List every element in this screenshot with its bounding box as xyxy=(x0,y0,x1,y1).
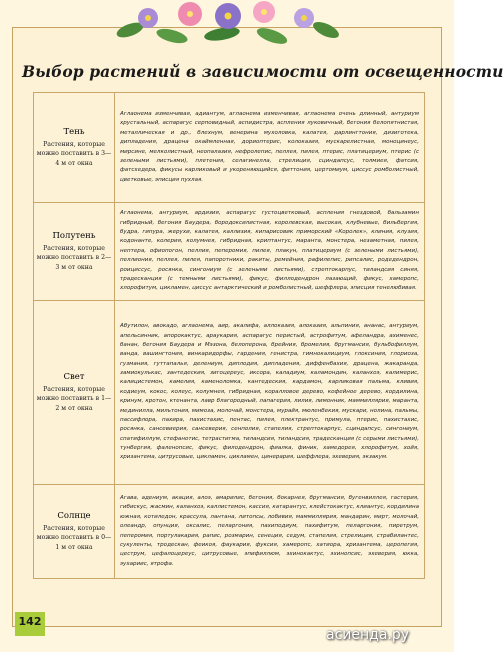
plants-list: Абутилон, авокадо, аглаонема, аир, акалифа, аллоказия, алоказия, альпиния, ананас, антуриум, апельсинник, апорокактус, араукария, аспарагус перистый, астрофитум, афеландра, ахименес, банан, бегония Баудера и Мэзона, белоперона, брейния, бромелия, бругмансия, бульбофиллум, ванда, вашингтония, винкаридорфы, гардения, генистра, гимнокалициум, глоксиния, глориоза, гузмания, гуттапалья, делениум, диплодия, дипладения, диффенбахия, драцена, жакаранда, замиокулькас, зантедеския, зигоцереус, иксора, каладиум, каламондин, каланхоэ, калимерис, калицистемон, камелия, каменоломка, кантедеския, кардамон, карликовая пальма, кливия, кодиеум, кокос, колеус, колумнея, гибридная, коралловое дерево, кофейное дерево, кордилина, кринум, кротон, ктенанта, лавр благородный, лапагерия, лилия, лимонник, маммиллярия, маранта, мединилла, мильтония, мимоза, молочай, монстера, мурайя, мюленбекия, мускари, нолина, пальмы, пассифлора, пахира, пахистахис, пентас, пилея, плектрантус, примула, птерис, пахистахис, росянка, сансевиерия, сансеверия, сенполия, стапелия, стрептокарпус, сциндапсус, сингониум, спатифиллум, стефанотис, тетрастигма, тиландсия, тиландсия, традесканция (с серыми листьями), тунбергия, фаленопсис, фикус, филодендрон, фиалка, финик, хамедорея, хлорофитум, хойя, хризантема, цитрусовые, цикламен, цикламен, цинерария, шеффлера, эхеверия, экзакум. xyxy=(115,301,425,485)
category-cell xyxy=(34,301,115,485)
flower-decoration-icon xyxy=(112,0,344,48)
table-row xyxy=(34,301,425,485)
category-note: Растения, которые можно поставить в 2—3 м от окна xyxy=(36,245,112,271)
plants-list: Агава, адениум, акация, алоэ, амарилис, бегония, бокарнея, бругмансия, бугенвиллея, гастерия, гибискус, жасмин, каланхоэ, каллистемон, кассия, катарантус, клейстокактус, клиантус, кордилина южная, котиледон, крассула, лантана, литопсы, лобивия, маммиллярия, мандарин, мирт, молочай, олеандр, опунция, оксалис, пеларгония, пахиподиум, пахифитум, пеларгония, пиретрум, пеперомия, портулакария, рапис, розмарин, сенеция, седум, стапелия, стрелиция, страбилантес, сукуленты, тродескан, феикоя, фаукария, фуксия, хамеропс, хатиора, хризантема, церопегия, цеструм, цефалоцереус, цитрусовые, эпифиллюм, эхинокактус, эхинопсис, эхеверия, юкка, эухариис, ятрофа. xyxy=(115,485,425,579)
table-row xyxy=(34,485,425,579)
category-cell xyxy=(34,93,115,203)
category-note: Растения, которые можно поставить в 3—4 м от окна xyxy=(36,141,112,167)
watermark: асиенда.ру xyxy=(326,627,410,643)
category-name: Свет xyxy=(63,372,85,383)
page-number: 142 xyxy=(18,615,42,628)
plants-table xyxy=(33,92,425,579)
category-note: Растения, которые можно поставить в 0—1 м от окна xyxy=(36,525,112,551)
category-cell xyxy=(34,203,115,301)
category-name: Полутень xyxy=(52,231,96,242)
page-title: Выбор растений в зависимости от освещенности xyxy=(22,62,504,81)
category-note: Растения, которые можно поставить в 1—2 м от окна xyxy=(36,386,112,412)
table-row xyxy=(34,93,425,203)
plants-list: Аглаонема, антуриум, ардизия, аспарагус густоцветковый, аспления гнездовой, бальзамин гибридный, бегония Баудера, бородоксилистная, королевская, высокая, клубневые, бильбергия, будра, гипура, жерухи, калатея, каллизия, кипарисовик приморский «Королек», клиния, клузия, кодонанте, колерия, колумнея, гибридная, криптантус, маранта, монстера, незаметная, пилея, нептера, офиопогон, пеллия, пеперомия, пилея, плакун, платицериум (с зелеными листьями), пеллиония, пеллея, пилея, папоротники, ракиты, ремейния, рафилепис, рипсалис, родедендрон, роициссус, росянка, сингониум (с зелеными листьями), стрептокарпус, тиландсия синяя, традесканция (с темными листьями), фикус, филлодендрон лазающий, фикус, хамеропс, хлорофитум, цикламен, циссус антарктический и ромболистный, шеффлера, эписция тенелюбивая. xyxy=(115,203,425,301)
category-name: Солнце xyxy=(57,511,91,522)
table-row xyxy=(34,203,425,301)
category-cell xyxy=(34,485,115,579)
category-name: Тень xyxy=(63,127,85,138)
plants-list: Аглаонема изменчивая, адиантум, аглаонема изменчивая, аглаонема очень длинный, антуриум хрустальный, аспарагус серповидный, аспидистра, аспления луковичный, бегония белопятнистая, металлическая и др., блехнум, венерина мухоловка, калатея, дарлингтония, дизиготека, дипладения, драцена окаймленная, дориоптерис, колоказия, мускарелистная, моноцинеус, мирсине, мелколистный, неопалазия, нефролепис, пеллея, пилея, птерис, платицериум, птерис (с зелеными листьями), плетения, селагинелла, стрелиция, сциндапсус, толмиея, фатсия, фатсхедера, фикусы карликовый и укореняющийся, фиттония, цертомиум, циссус ромболистный, цветковые, эписция пухлая. xyxy=(115,93,425,203)
